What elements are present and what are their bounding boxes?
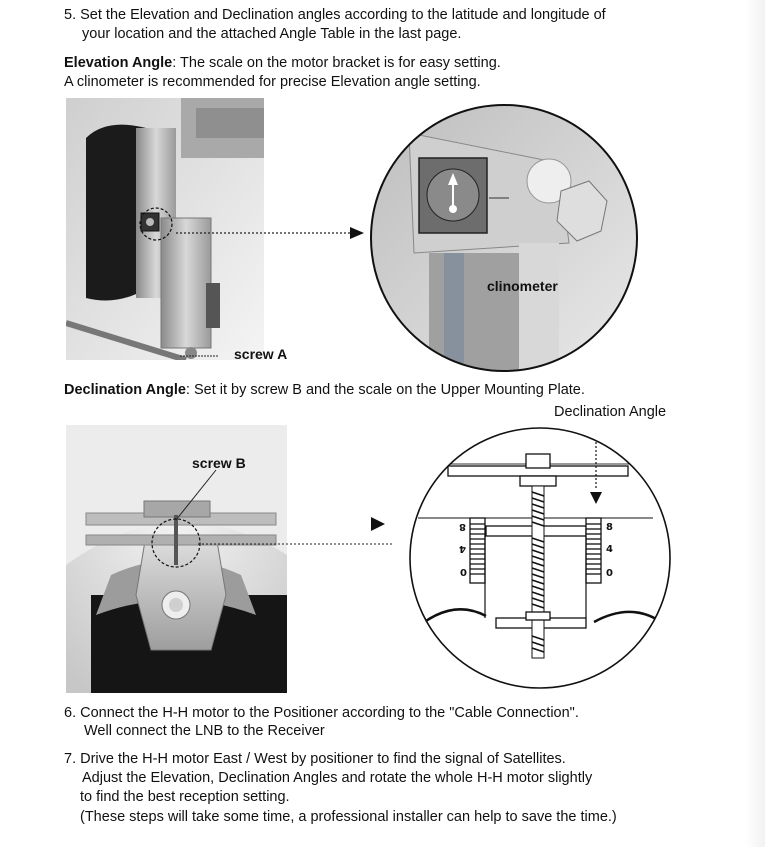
declination-leader <box>198 540 398 548</box>
screw-b-label: screw B <box>192 455 246 471</box>
elevation-paragraph <box>64 54 501 72</box>
step7-line1: 7. Drive the H-H motor East / West by positioner to find the signal of Satellites. <box>64 751 566 767</box>
step5-line2: your location and the attached Angle Table in the last page. <box>82 26 462 42</box>
elevation-arrow <box>176 226 366 240</box>
clinometer-label: clinometer <box>487 278 558 294</box>
left-scale-tick-4: 4 <box>459 543 466 554</box>
step7-line2: Adjust the Elevation, Declination Angles and rotate the whole H-H motor slightly <box>82 770 593 786</box>
page-edge-shadow <box>745 0 765 847</box>
elevation-heading: Elevation Angle <box>64 55 173 71</box>
right-scale-tick-4: 4 <box>606 544 613 555</box>
step5-line1: 5. Set the Elevation and Declination angles according to the latitude and longitude of <box>64 7 606 23</box>
declination-heading: Declination Angle <box>64 382 186 398</box>
step7-line3: to find the best reception setting. <box>80 789 290 805</box>
screw-a-leader <box>180 352 220 360</box>
elevation-desc2: A clinometer is recommended for precise Elevation angle setting. <box>64 74 481 90</box>
right-scale-tick-8: 8 <box>606 522 613 533</box>
declination-angle-label: Declination Angle <box>554 404 667 420</box>
step7-line4: (These steps will take some time, a professional installer can help to save the time.) <box>80 809 617 825</box>
elevation-desc1: : The scale on the motor bracket is for easy setting. <box>172 55 501 71</box>
step6-line1: 6. Connect the H-H motor to the Positioner according to the "Cable Connection". <box>64 705 579 721</box>
declination-paragraph <box>64 381 585 399</box>
step6-line2: Well connect the LNB to the Receiver <box>84 723 325 739</box>
declination-arrow <box>371 516 387 532</box>
left-scale-tick-8: 8 <box>459 521 466 532</box>
mounting-plate-photo <box>66 425 287 693</box>
clinometer-zoom-view <box>369 103 639 373</box>
right-scale-tick-0: 0 <box>606 568 613 579</box>
left-scale-tick-0: 0 <box>460 568 467 579</box>
declination-diagram <box>408 426 672 690</box>
declination-desc: : Set it by screw B and the scale on the Upper Mounting Plate. <box>185 382 585 398</box>
screw-a-label: screw A <box>234 346 288 362</box>
